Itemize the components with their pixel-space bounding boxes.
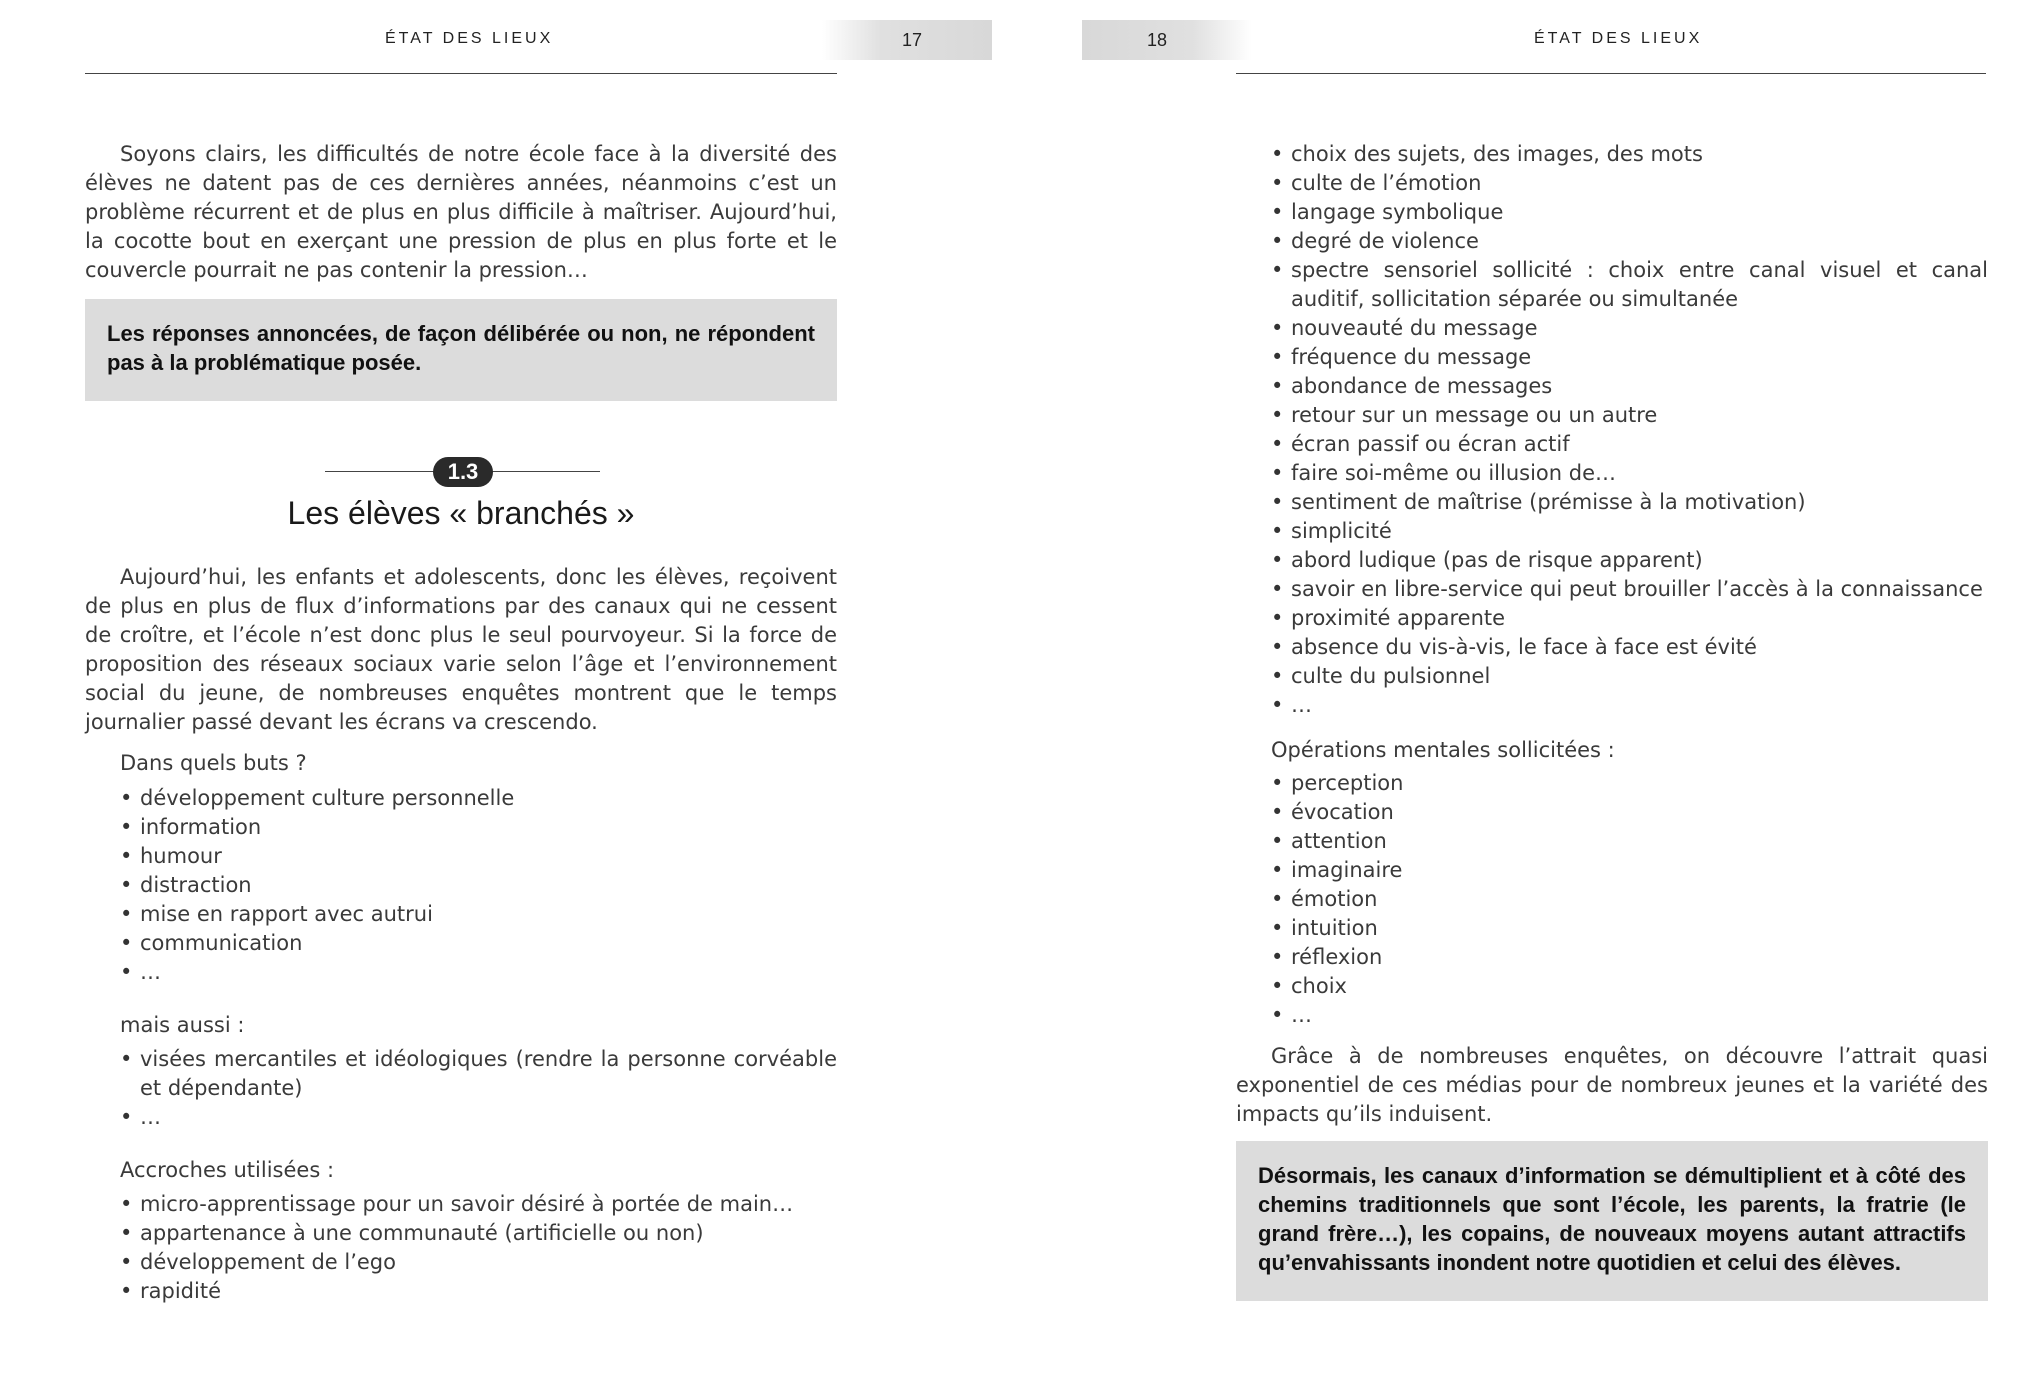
also-label: mais aussi : bbox=[120, 1013, 245, 1037]
list-item: • absence du vis-à-vis, le face à face est évité bbox=[1271, 633, 1988, 662]
operations-list bbox=[1236, 769, 1988, 1030]
hooks-label: Accroches utilisées : bbox=[120, 1158, 335, 1182]
section-heading bbox=[85, 443, 837, 563]
section-paragraph: Aujourd’hui, les enfants et adolescents, donc les élèves, reçoivent de plus en plus de flux d’informations par des canaux qui ne cessent de croître, et l’école n’est donc plus le seul pourvoyeur. Si la force de proposition des réseaux sociaux varie selon l’âge et l’environnement social du jeune, de nombreuses enquêtes montrent que le temps journalier passé devant les écrans va crescendo. bbox=[85, 565, 837, 734]
list-item: • intuition bbox=[1271, 914, 1988, 943]
list-item: • écran passif ou écran actif bbox=[1271, 430, 1988, 459]
list-item: • choix des sujets, des images, des mots bbox=[1271, 140, 1988, 169]
list-item: • développement culture personnelle bbox=[120, 784, 837, 813]
section-title: Les élèves « branchés » bbox=[287, 495, 635, 531]
header-rule-right bbox=[1236, 73, 1986, 74]
list-item: • retour sur un message ou un autre bbox=[1271, 401, 1988, 430]
list-item: • degré de violence bbox=[1271, 227, 1988, 256]
operations-label: Opérations mentales sollicitées : bbox=[1271, 738, 1615, 762]
list-item: • émotion bbox=[1271, 885, 1988, 914]
list-item: • appartenance à une communauté (artificielle ou non) bbox=[120, 1219, 837, 1248]
highlight-box-left: Les réponses annoncées, de façon délibérée ou non, ne répondent pas à la problématique posée. bbox=[85, 299, 837, 401]
goals-label: Dans quels buts ? bbox=[120, 751, 307, 775]
list-item: • … bbox=[120, 1103, 837, 1132]
page-number-right: 18 bbox=[1082, 20, 1252, 60]
list-item: • visées mercantiles et idéologiques (rendre la personne corvéable et dépendante) bbox=[120, 1045, 837, 1103]
list-item: • simplicité bbox=[1271, 517, 1988, 546]
page-number-left: 17 bbox=[822, 20, 992, 60]
list-item: • nouveauté du message bbox=[1271, 314, 1988, 343]
list-item: • sentiment de maîtrise (prémisse à la motivation) bbox=[1271, 488, 1988, 517]
also-list bbox=[85, 1045, 837, 1132]
closing-paragraph: Grâce à de nombreuses enquêtes, on découvre l’attrait quasi exponentiel de ces médias pour de nombreux jeunes et la variété des impacts qu’ils induisent. bbox=[1236, 1044, 1988, 1126]
left-page-content bbox=[85, 140, 837, 1306]
list-item: • développement de l’ego bbox=[120, 1248, 837, 1277]
list-item: • … bbox=[1271, 1001, 1988, 1030]
list-item: • culte du pulsionnel bbox=[1271, 662, 1988, 691]
list-item: • spectre sensoriel sollicité : choix entre canal visuel et canal auditif, sollicitation séparée ou simultanée bbox=[1271, 256, 1988, 314]
list-item: • micro-apprentissage pour un savoir désiré à portée de main… bbox=[120, 1190, 837, 1219]
intro-paragraph: Soyons clairs, les difficultés de notre école face à la diversité des élèves ne datent pas de ces dernières années, néanmoins c’est un problème récurrent et de plus en plus difficile à maîtriser. Aujourd’hui, la cocotte bout en exerçant une pression de plus en plus forte et le couvercle pourrait ne pas contenir la pression… bbox=[85, 142, 837, 282]
list-item: • … bbox=[120, 958, 837, 987]
section-number-badge: 1.3 bbox=[433, 457, 493, 487]
goals-list bbox=[85, 784, 837, 987]
running-head-right: ÉTAT DES LIEUX bbox=[1534, 30, 1703, 47]
list-item: • imaginaire bbox=[1271, 856, 1988, 885]
left-page bbox=[85, 0, 845, 1385]
list-item: • distraction bbox=[120, 871, 837, 900]
list-item: • choix bbox=[1271, 972, 1988, 1001]
list-item: • humour bbox=[120, 842, 837, 871]
list-item: • perception bbox=[1271, 769, 1988, 798]
list-item: • abondance de messages bbox=[1271, 372, 1988, 401]
list-item: • fréquence du message bbox=[1271, 343, 1988, 372]
running-head-left: ÉTAT DES LIEUX bbox=[385, 30, 554, 47]
hooks-continued-list bbox=[1236, 140, 1988, 720]
list-item: • mise en rapport avec autrui bbox=[120, 900, 837, 929]
list-item: • proximité apparente bbox=[1271, 604, 1988, 633]
hooks-list bbox=[85, 1190, 837, 1306]
list-item: • information bbox=[120, 813, 837, 842]
list-item: • langage symbolique bbox=[1271, 198, 1988, 227]
list-item: • abord ludique (pas de risque apparent) bbox=[1271, 546, 1988, 575]
list-item: • … bbox=[1271, 691, 1988, 720]
list-item: • réflexion bbox=[1271, 943, 1988, 972]
list-item: • évocation bbox=[1271, 798, 1988, 827]
list-item: • savoir en libre-service qui peut brouiller l’accès à la connaissance bbox=[1271, 575, 1988, 604]
list-item: • culte de l’émotion bbox=[1271, 169, 1988, 198]
list-item: • communication bbox=[120, 929, 837, 958]
right-page bbox=[1236, 0, 1996, 1385]
list-item: • attention bbox=[1271, 827, 1988, 856]
highlight-box-right: Désormais, les canaux d’information se démultiplient et à côté des chemins traditionnels que sont l’école, les parents, la fratrie (le grand frère…), les copains, de nouveaux moyens autant attractifs qu’envahissants inondent notre quotidien et celui des élèves. bbox=[1236, 1141, 1988, 1301]
header-rule-left bbox=[85, 73, 837, 74]
right-page-content bbox=[1236, 140, 1988, 1301]
list-item: • faire soi-même ou illusion de… bbox=[1271, 459, 1988, 488]
list-item: • rapidité bbox=[120, 1277, 837, 1306]
